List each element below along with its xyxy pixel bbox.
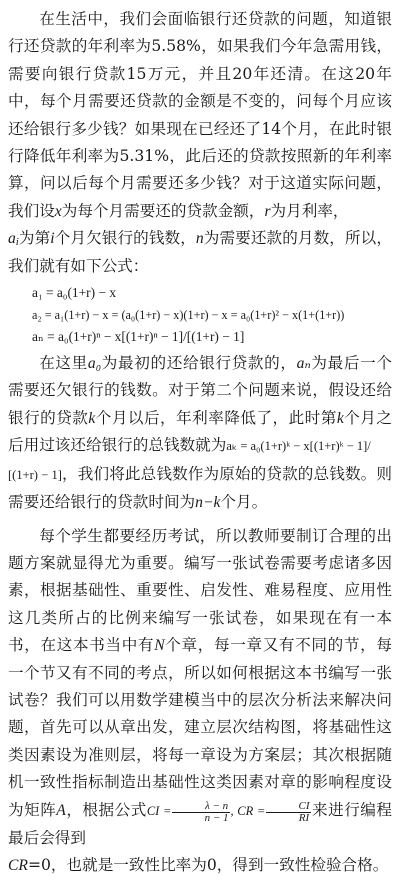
var-a0: a₀ [87,355,102,373]
var-N: N [154,637,165,655]
text: 个月以后，年利率降低了，此时第 [95,408,337,427]
paragraph-loan-problem [8,6,392,280]
text: 为最初的还给银行贷款的， [101,354,297,373]
var-k: k [336,409,344,427]
formula-ak: aₖ = a₀(1+r)ᵏ − x[(1+r)ᵏ − 1]/ [226,439,371,454]
text: ，我们将此总钱数作为原始的贷款的总钱数。则需要还给银行的贷款时间为 [8,464,392,512]
var-x: x [54,202,62,220]
text: 为第 [18,229,51,248]
var-A: A [56,801,66,819]
var-an: aₙ [296,355,311,373]
formula-a1: a₁ = a₀(1+r) − x [32,285,117,301]
text: 个月之后用过该还给银行的总钱数就为 [8,408,392,455]
text: 来进行编程最后会得到 [8,800,392,847]
var-r: r [264,202,271,220]
text: 为需要还款的月数，所以，我们就有如下公式： [8,229,392,275]
text: 个月。 [220,493,268,512]
text: 个章，每一章又有不同的节，每一个节又有不同的考点，所以如何根据这本书编写一张试卷？我们可以用数学建模当中的层次分析法来解决问题，首先可以从章出发，建立层次结构图，将基础性这类因素设为准则层，将每一章设为方案层；其次根据随机一致性指标制造出基础性这类因素对章的影响程度设为矩阵 [8,636,392,819]
formula-a2: a₂ = a₁(1+r) − x = (a₀(1+r) − x)(1+r) − x = a₀(1+r)² − x(1+(1+r)) [32,308,345,323]
var-n-minus-k: n−k [195,494,221,512]
text: 为月利率， [270,201,349,220]
var-a-i: $a_i$ [8,230,19,249]
var-CR: CR [8,857,28,875]
formula-an: aₙ = a₀(1+r)ⁿ − x[(1+r)ⁿ − 1]/[(1+r) − 1] [32,329,245,345]
text: 在生活中，我们会面临银行还贷款的问题，知道银行还贷款的年利率为5.58%，如果我们今年急需用钱，需要向银行贷款15万元，并且20年还清。在这20年中，每个月需要还贷款的金额是不变的，问每个月应该还给银行多少钱？如果现在已经还了14个月，在此时银行降低年利率为5.31%，此后还的贷款按照新的年利率算，问以后每个月需要还多少钱？对于这道实际问题，我们设 [8,10,392,220]
text: 为最后一个需要还欠银行的钱数。对于第二个问题来说，假设还给银行的贷款 [8,354,392,427]
text: 个月欠银行的钱数， [54,229,196,248]
var-k: k [88,409,96,427]
formula-ci: CI = $\frac{\lambda - n}{n - 1}$ , CR = $\frac{CI}{RI}$ [146,799,310,824]
paragraph-exam-problem [8,523,392,880]
var-n: n [195,230,204,248]
text: 每个学生都要经历考试，所以教师要制订合理的出题方案就显得尤为重要。编写一张试卷需要考虑诸多因素，根据基础性、重要性、启发性、难易程度、应用性这几类所占的比例来编写一张试卷，如果现在有一本书，在这本书当中有 [8,526,392,655]
text: 为每个月需要还的贷款金额， [61,201,265,220]
text: 在这里 [39,354,88,373]
var-i: i [50,230,55,248]
formula-ak-denominator: [(1+r) − 1] [8,467,62,482]
text: ，根据公式 [65,800,147,819]
text: =0，也就是一致性比率为0，得到一致性检验合格。 [27,856,389,875]
paragraph-explanation [8,350,392,516]
